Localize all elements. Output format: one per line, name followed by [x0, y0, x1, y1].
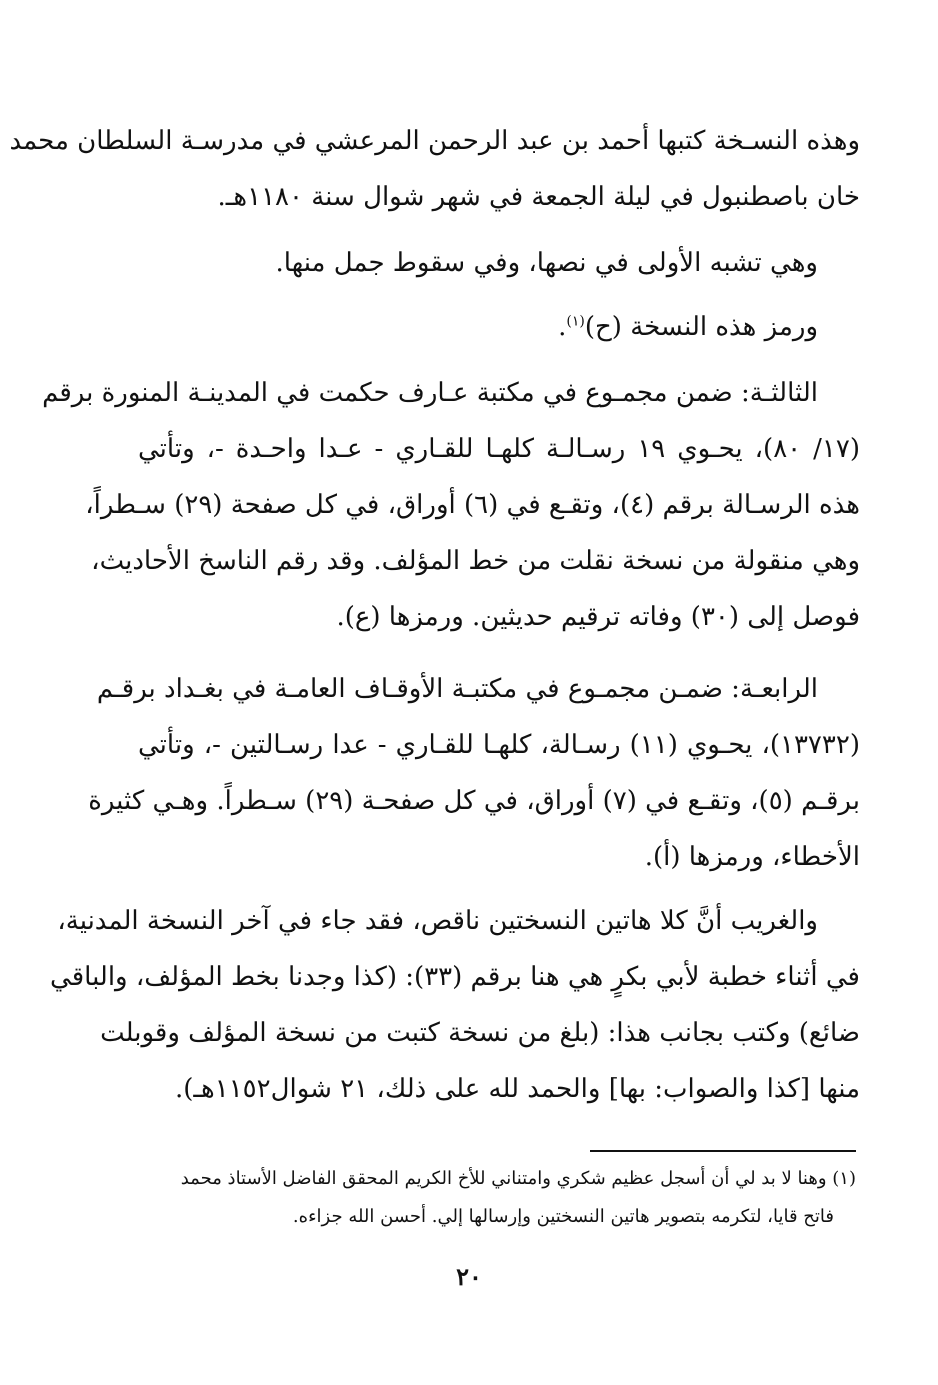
footnote-line: (١) وهنا لا بد لي أن أسجل عظيم شكري وامتناني للأخ الكريم المحقق الفاضل الأستاذ محمد: [180, 1168, 856, 1189]
text-line: وهي منقولة من نسخة نقلت من خط المؤلف. وقد رقم الناسخ الأحاديث،: [91, 546, 860, 576]
text-run: ورمز هذه النسخة (ح): [584, 312, 818, 342]
text-line: في أثناء خطبة لأبي بكرٍ هي هنا برقم (٣٣): (كذا وجدنا بخط المؤلف، والباقي: [50, 962, 860, 992]
footnote-separator: [590, 1150, 856, 1152]
text-run: .: [558, 312, 567, 342]
text-line: فوصل إلى (٣٠) وفاته ترقيم حديثين. ورمزها (ع).: [336, 602, 860, 632]
text-line: هذه الرسـالة برقم (٤)، وتقـع في (٦) أوراق، في كل صفحة (٢٩) سـطراً،: [85, 490, 860, 520]
text-line: وهي تشبه الأولى في نصها، وفي سقوط جمل منها.: [275, 248, 818, 278]
text-line: (١٣٧٣٢)، يحـوي (١١) رسـالة، كلهـا للقـاري - عدا رسـالتين -، وتأتي: [138, 730, 860, 760]
text-line: الرابعـة: ضمـن مجمـوع في مكتبـة الأوقـاف العامـة في بغـداد برقـم: [96, 674, 818, 704]
footnote-line: فاتح قايا، لتكرمه بتصوير هاتين النسختين وإرسالها إلي. أحسن الله جزاءه.: [292, 1206, 834, 1227]
text-line: الأخطاء، ورمزها (أ).: [644, 842, 860, 872]
text-line: الثالثـة: ضمن مجمـوع في مكتبة عـارف حكمت في المدينـة المنورة برقم: [42, 378, 818, 408]
text-line: والغريب أنَّ كلا هاتين النسختين ناقص، فقد جاء في آخر النسخة المدنية،: [57, 906, 818, 936]
text-line: منها [كذا والصواب: بها] والحمد لله على ذلك، ٢١ شوال١١٥٢هـ).: [175, 1074, 860, 1104]
text-line: برقـم (٥)، وتقـع في (٧) أوراق، في كل صفحـة (٢٩) سـطراً. وهـي كثيرة: [88, 786, 860, 816]
text-line: خان باصطنبول في ليلة الجمعة في شهر شوال سنة ١١٨٠هـ.: [217, 182, 860, 212]
text-line: (١٧/ ٨٠)، يحـوي ١٩ رسـالـة كلهـا للقـاري - عـدا واحـدة -، وتأتي: [138, 434, 860, 464]
text-line: ضائع) وكتب بجانب هذا: (بلغ من نسخة كتبت من نسخة المؤلف وقوبلت: [100, 1018, 860, 1048]
text-line: وهذه النسـخة كتبها أحمد بن عبد الرحمن المرعشي في مدرسـة السلطان محمد: [9, 126, 860, 156]
text-line: [138, 298, 860, 356]
page-number: ٢٠: [456, 1262, 482, 1291]
footnote-ref: (١): [566, 313, 585, 330]
